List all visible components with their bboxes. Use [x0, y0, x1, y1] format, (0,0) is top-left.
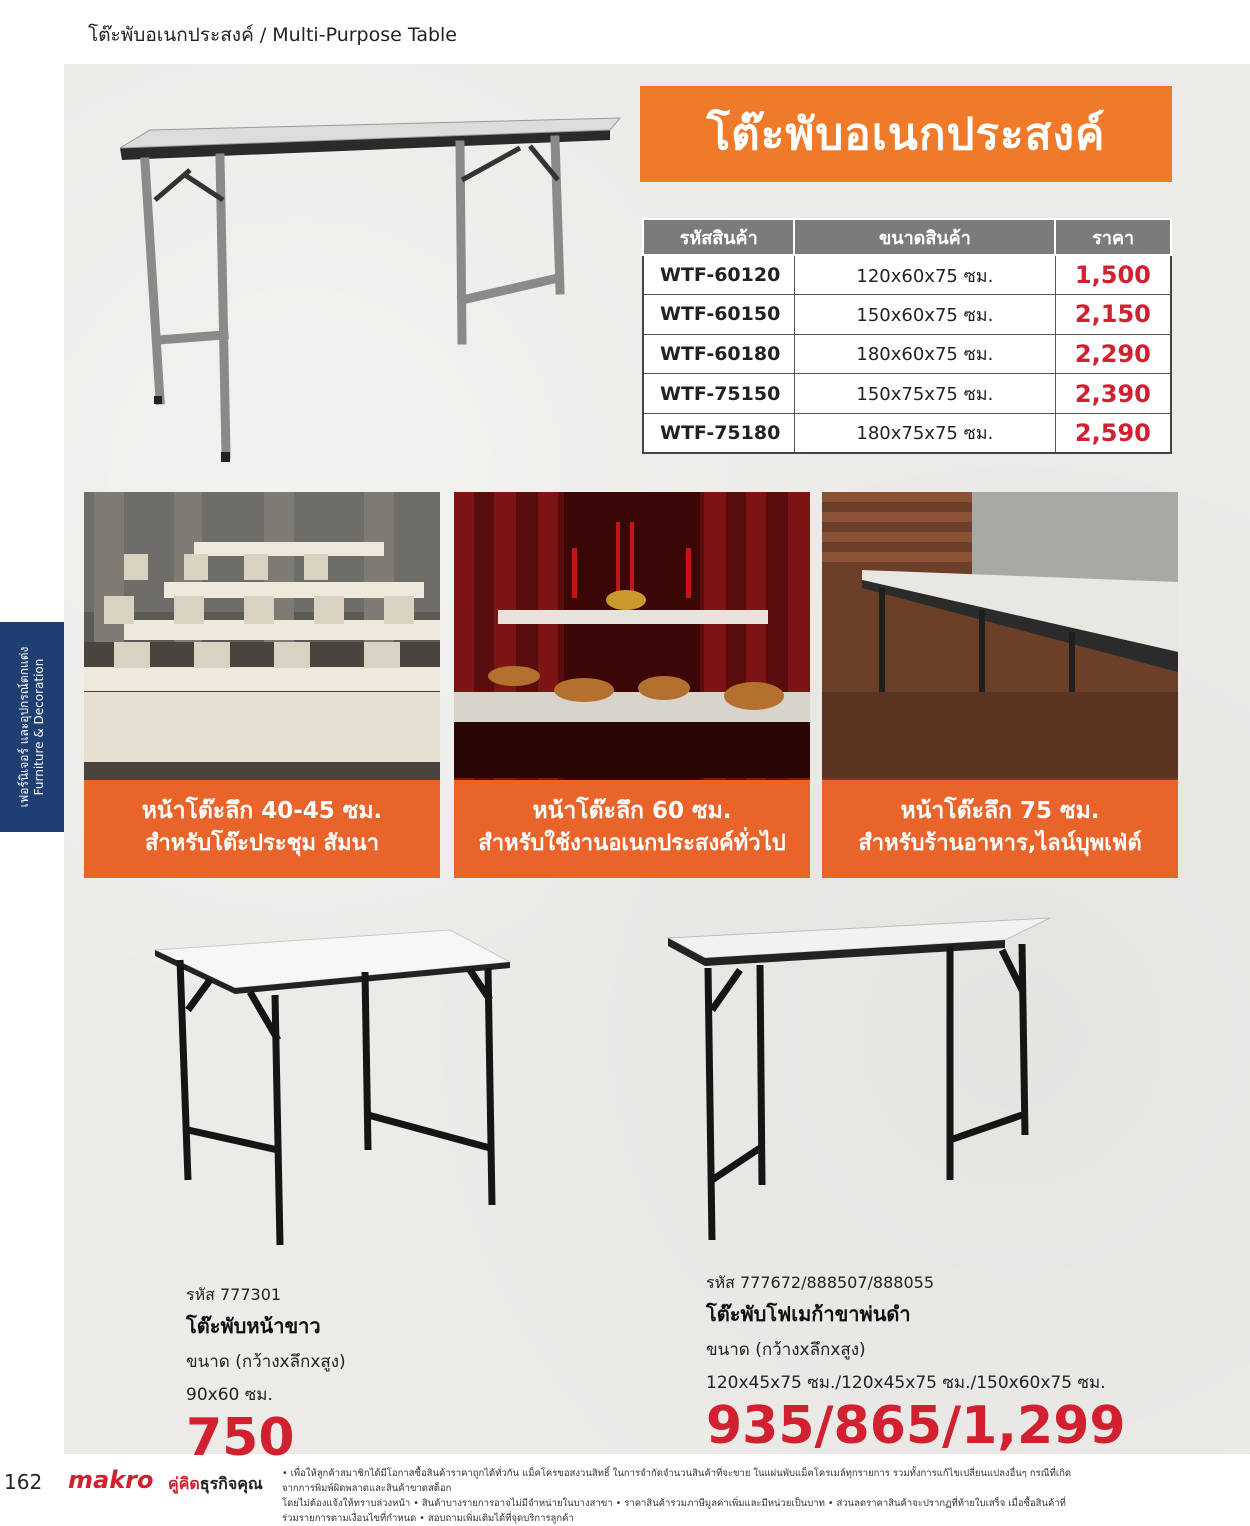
photo-altar [454, 492, 810, 878]
photo-caption [454, 780, 810, 878]
page-number: 162 [4, 1470, 43, 1494]
disclaimer-line-1: • เพื่อให้ลูกค้าสมาชิกได้มีโอกาสซื้อสินค้าราคาถูกได้ทั่วกัน แม็คโครขอสงวนสิทธิ์ ในการจำกัดจำนวนสินค้าที่จะขาย ในแผ่นพับแม็คโครเมล์ทุกรายการ รวมทั้งการแก้ไขเปลี่ยนแปลงอื่นๆ กรณีที่เกิดจากการพิมพ์ผิดพลาดและสินค้าขาดสต็อก [282, 1468, 1072, 1494]
caption-depth: หน้าโต๊ะลึก 75 ซม. [900, 798, 1100, 824]
row-price: 2,390 [1055, 374, 1171, 414]
photo-caption [84, 780, 440, 878]
slogan-rest: ธุรกิจคุณ [199, 1474, 263, 1493]
row-code: WTF-60150 [643, 295, 794, 335]
row-code: WTF-60180 [643, 334, 794, 374]
caption-usage: สำหรับโต๊ะประชุม สัมนา [145, 831, 379, 856]
makro-logo[interactable]: makro [68, 1466, 154, 1494]
product-card-black-table[interactable] [706, 1271, 1126, 1454]
price-table-header-code: รหัสสินค้า [643, 219, 794, 255]
table-row [643, 255, 1171, 295]
product-price: 750 [186, 1408, 295, 1468]
row-size: 180x75x75 ซม. [794, 413, 1055, 453]
white-folding-table-image [150, 900, 530, 1280]
banner-title: โต๊ะพับอเนกประสงค์ [706, 109, 1106, 160]
product-card-white-table[interactable] [186, 1283, 346, 1466]
product-dims: 90x60 ซม. [186, 1385, 273, 1405]
table-row [643, 295, 1171, 335]
footer [0, 1460, 1250, 1524]
product-code: รหัส 777301 [186, 1285, 282, 1304]
row-size: 150x60x75 ซม. [794, 295, 1055, 335]
row-size: 180x60x75 ซม. [794, 334, 1055, 374]
table-row [643, 374, 1171, 414]
row-size: 120x60x75 ซม. [794, 255, 1055, 295]
row-price: 2,290 [1055, 334, 1171, 374]
row-price: 2,150 [1055, 295, 1171, 335]
page-header-title: โต๊ะพับอเนกประสงค์ / Multi-Purpose Table [88, 24, 457, 46]
brand-slogan [168, 1472, 263, 1497]
disclaimer-line-2: โดยไม่ต้องแจ้งให้ทราบล่วงหน้า • สินค้าบางรายการอาจไม่มีจำหน่ายในบางสาขา • ราคาสินค้ารวมภาษีมูลค่าเพิ่มและมีหน่วยเป็นบาท • ส่วนลดราคาสินค้าจะปรากฏที่ท้ายใบเสร็จ เมื่อซื้อสินค้าที่ร่วมรายการตามเงื่อนไขที่กำหนด • สอบถามเพิ่มเติมได้ที่จุดบริการลูกค้า [282, 1498, 1066, 1524]
black-leg-table-image [660, 910, 1060, 1270]
product-dims: 120x45x75 ซม./120x45x75 ซม./150x60x75 ซม. [706, 1373, 1106, 1393]
price-table [642, 218, 1172, 454]
product-price: 935/865/1,299 [706, 1396, 1126, 1456]
side-tab-thai: เฟอร์นิเจอร์ และอุปกรณ์ตกแต่ง [17, 646, 31, 808]
disclaimer [282, 1466, 1082, 1526]
row-code: WTF-75180 [643, 413, 794, 453]
slogan-red: คู่คิด [168, 1474, 200, 1493]
price-table-header-price: ราคา [1055, 219, 1171, 255]
product-dim-label: ขนาด (กว้างxลึกxสูง) [186, 1352, 346, 1372]
row-code: WTF-60120 [643, 255, 794, 295]
hero-table-image [90, 100, 630, 470]
row-price: 2,590 [1055, 413, 1171, 453]
photo-buffet [822, 492, 1178, 878]
caption-usage: สำหรับใช้งานอเนกประสงค์ทั่วไป [478, 831, 786, 856]
title-banner [640, 86, 1172, 182]
caption-depth: หน้าโต๊ะลึก 60 ซม. [532, 798, 732, 824]
caption-usage: สำหรับร้านอาหาร,ไลน์บุพเฟ่ต์ [858, 831, 1142, 856]
product-name: โต๊ะพับหน้าขาว [186, 1314, 321, 1338]
section-side-tab[interactable] [0, 622, 64, 832]
side-tab-english: Furniture & Decoration [32, 658, 46, 796]
product-dim-label: ขนาด (กว้างxลึกxสูง) [706, 1340, 866, 1360]
caption-depth: หน้าโต๊ะลึก 40-45 ซม. [141, 798, 383, 824]
product-name: โต๊ะพับโฟเมก้าขาพ่นดำ [706, 1302, 911, 1326]
photo-caption [822, 780, 1178, 878]
table-row [643, 413, 1171, 453]
price-table-header-size: ขนาดสินค้า [794, 219, 1055, 255]
row-price: 1,500 [1055, 255, 1171, 295]
row-code: WTF-75150 [643, 374, 794, 414]
table-row [643, 334, 1171, 374]
photo-seminar [84, 492, 440, 878]
row-size: 150x75x75 ซม. [794, 374, 1055, 414]
product-code: รหัส 777672/888507/888055 [706, 1273, 935, 1292]
